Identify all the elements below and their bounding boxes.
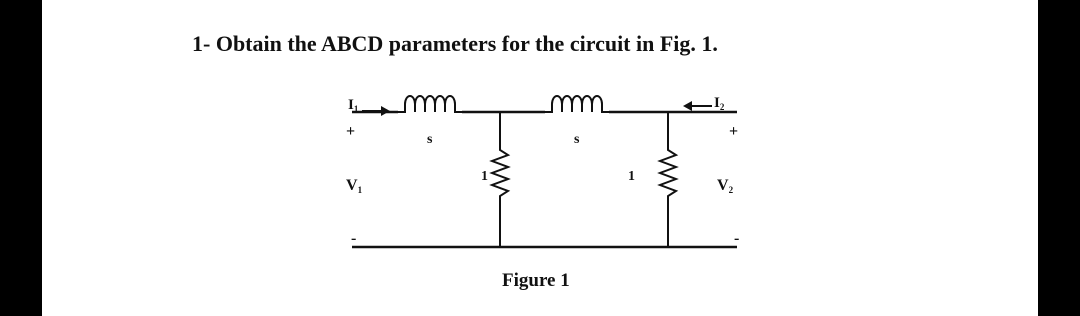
- resistor-2-value: 1: [628, 169, 635, 184]
- current-arrow-i1-icon: [362, 106, 390, 116]
- i2-label: $I_2$: [714, 95, 725, 112]
- v2-label: V2: [717, 177, 734, 195]
- inductor-2-value: s: [574, 132, 580, 147]
- v1-plus: +: [346, 123, 356, 140]
- inductor-1-value: s: [427, 132, 433, 147]
- document-sheet: [42, 0, 1038, 316]
- figure-caption: Figure 1: [502, 270, 570, 291]
- resistor-1-icon: [492, 112, 508, 247]
- current-arrow-i2-icon: [683, 101, 712, 111]
- resistor-1-value: 1: [481, 169, 488, 184]
- v1-minus: -: [351, 230, 357, 247]
- circuit-diagram: [42, 0, 1038, 316]
- resistor-2-icon: [660, 112, 676, 247]
- problem-statement: 1- Obtain the ABCD parameters for the circuit in Fig. 1.: [192, 31, 718, 56]
- v2-minus: -: [734, 230, 740, 247]
- v1-label: V1: [346, 177, 363, 195]
- i1-label: $I_1$: [348, 97, 359, 114]
- inductor-1-icon: [398, 96, 462, 112]
- v2-plus: +: [729, 123, 739, 140]
- inductor-2-icon: [545, 96, 609, 112]
